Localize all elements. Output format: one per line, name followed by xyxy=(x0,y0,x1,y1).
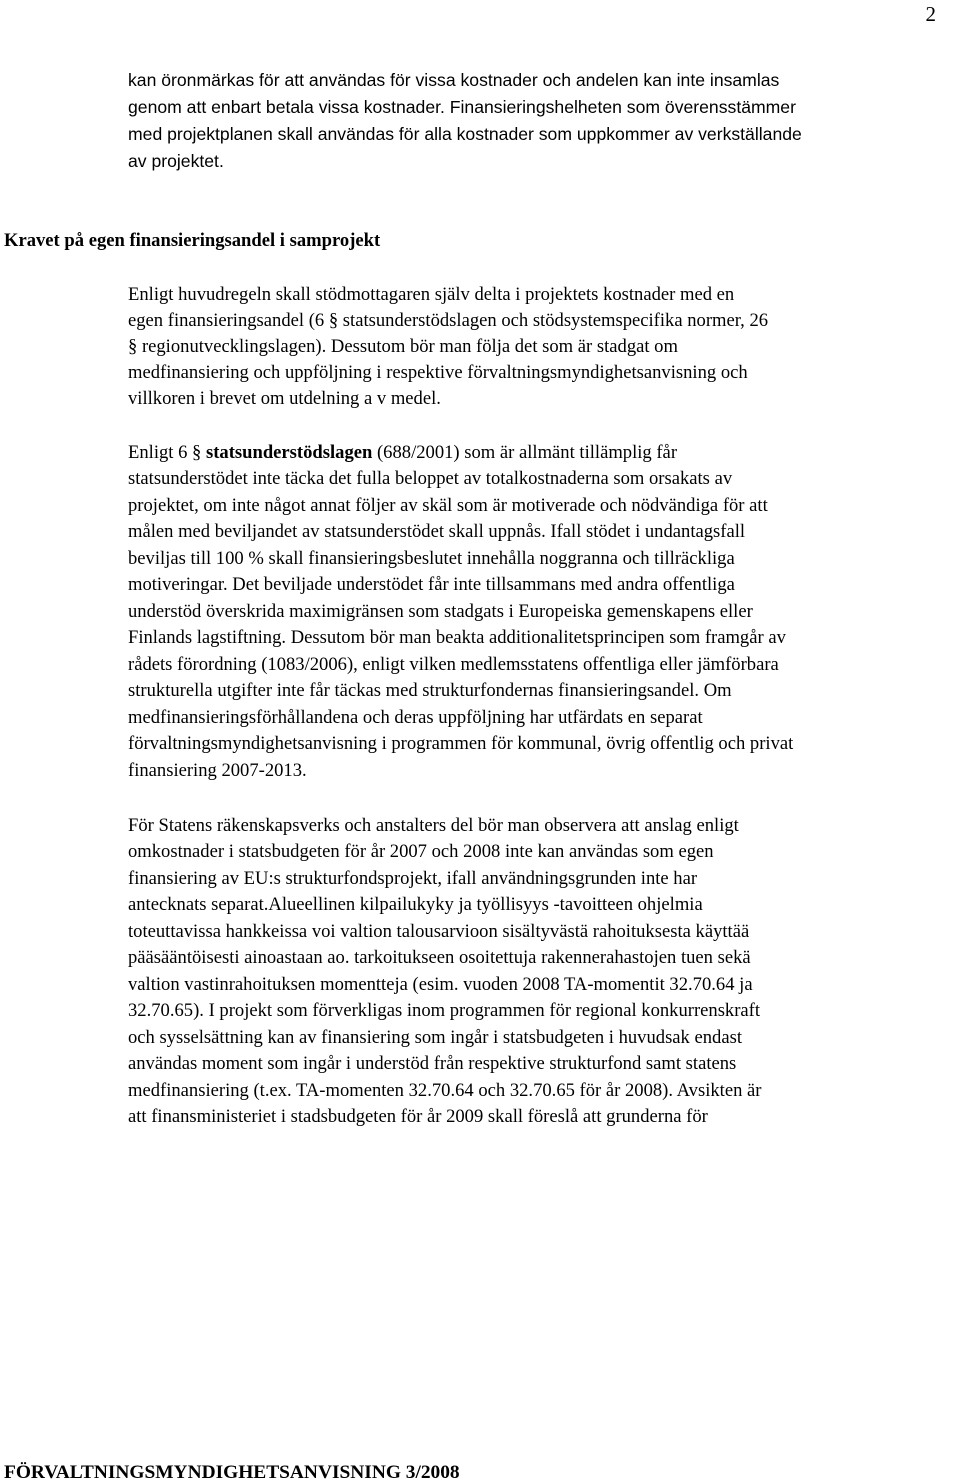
paragraph-line xyxy=(128,441,677,465)
paragraph-line: omkostnader i statsbudgeten för år 2007 och 2008 inte kan användas som egen xyxy=(128,841,714,862)
paragraph-line: medfinansiering (t.ex. TA-momenten 32.70.64 och 32.70.65 för år 2008). Avsikten är xyxy=(128,1080,762,1101)
paragraph-line: toteuttavissa hankkeissa voi valtion talousarvioon sisältyvästä rahoituksesta käyttää xyxy=(128,921,750,942)
intro-line: med projektplanen skall användas för alla kostnader som uppkommer av verkställande xyxy=(128,124,802,144)
paragraph-line: 32.70.65). I projekt som förverkligas inom programmen för regional konkurrenskraft xyxy=(128,1000,761,1021)
paragraph-line: valtion vastinrahoituksen momentteja (esim. vuoden 2008 TA-momentit 32.70.64 ja xyxy=(128,974,753,995)
paragraph-line: projektet, om inte något annat följer av skäl som är motiverade och nödvändiga för att xyxy=(128,495,768,516)
paragraph-line: finansiering 2007-2013. xyxy=(128,760,307,781)
intro-line: av projektet. xyxy=(128,151,224,171)
paragraph-line: strukturella utgifter inte får täckas med strukturfondernas finansieringsandel. Om xyxy=(128,680,732,701)
intro-line: kan öronmärkas för att användas för vissa kostnader och andelen kan inte insamlas xyxy=(128,70,780,90)
paragraph-line: Enligt huvudregeln skall stödmottagaren själv delta i projektets kostnader med en xyxy=(128,284,735,305)
law-name-bold: statsunderstödslagen xyxy=(206,442,373,463)
paragraph-line: rådets förordning (1083/2006), enligt vilken medlemsstatens offentliga eller jämförbara xyxy=(128,654,779,675)
paragraph-line: motiveringar. Det beviljade understödet får inte tillsammans med andra offentliga xyxy=(128,574,735,595)
paragraph-line: beviljas till 100 % skall finansieringsbeslutet innehålla noggranna och tillräckliga xyxy=(128,548,735,569)
paragraph-line: förvaltningsmyndighetsanvisning i programmen för kommunal, övrig offentlig och privat xyxy=(128,733,794,754)
paragraph-line: finansiering av EU:s strukturfondsprojekt, ifall användningsgrunden inte har xyxy=(128,868,698,889)
paragraph-line: antecknats separat.Alueellinen kilpailukyky ja työllisyys -tavoitteen ohjelmia xyxy=(128,894,703,915)
paragraph-line: målen med beviljandet av statsunderstödet skall uppnås. Ifall stödet i undantagsfall xyxy=(128,521,746,542)
paragraph-line: understöd överskrida maximigränsen som stadgats i Europeiska gemenskapens eller xyxy=(128,601,753,622)
paragraph-line: användas moment som ingår i understöd från respektive strukturfond samt statens xyxy=(128,1053,737,1074)
footer-title: FÖRVALTNINGSMYNDIGHETSANVISNING 3/2008 xyxy=(4,1462,460,1483)
paragraph-line: medfinansiering och uppföljning i respektive förvaltningsmyndighetsanvisning och xyxy=(128,362,748,383)
paragraph-line: statsunderstödet inte täcka det fulla beloppet av totalkostnaderna som orsakats av xyxy=(128,468,733,489)
paragraph-line: och sysselsättning kan av finansiering som ingår i statsbudgeten i huvudsak endast xyxy=(128,1027,743,1048)
paragraph-line: Finlands lagstiftning. Dessutom bör man beakta additionalitetsprincipen som framgår av xyxy=(128,627,786,648)
section-heading: Kravet på egen finansieringsandel i samprojekt xyxy=(4,230,381,251)
paragraph-line: att finansministeriet i stadsbudgeten för år 2009 skall föreslå att grunderna för xyxy=(128,1106,708,1127)
paragraph-line: pääsääntöisesti ainoastaan ao. tarkoitukseen osoitettuja rakennerahastojen tuen sekä xyxy=(128,947,751,968)
paragraph-line: § regionutvecklingslagen). Dessutom bör man följa det som är stadgat om xyxy=(128,336,678,357)
paragraph-line: villkoren i brevet om utdelning a v medel. xyxy=(128,388,441,409)
intro-line: genom att enbart betala vissa kostnader. Finansieringshelheten som överensstämmer xyxy=(128,97,796,117)
paragraph-line: egen finansieringsandel (6 § statsunderstödslagen och stödsystemspecifika normer, 26 xyxy=(128,310,769,331)
paragraph-text: Enligt 6 § xyxy=(128,442,206,463)
paragraph-line: För Statens räkenskapsverks och anstalters del bör man observera att anslag enligt xyxy=(128,815,739,836)
paragraph-line: medfinansieringsförhållandena och deras uppföljning har utfärdats en separat xyxy=(128,707,703,728)
page-number: 2 xyxy=(925,2,936,26)
paragraph-text: (688/2001) som är allmänt tillämplig får xyxy=(372,442,678,463)
